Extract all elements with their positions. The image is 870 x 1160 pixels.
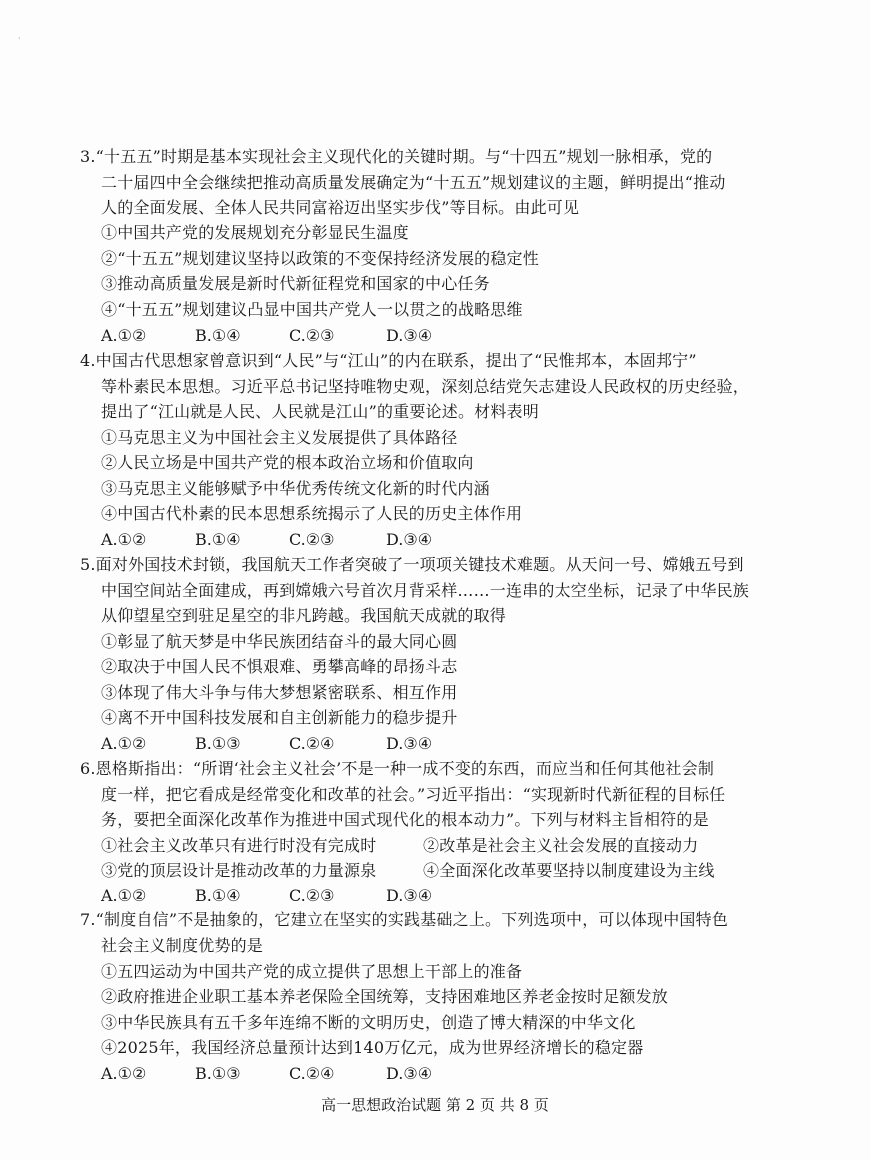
q3-stem-line-2: 二十届四中全会继续把推动高质量发展确定为“十五五”规划建议的主题，鲜明提出“推动 <box>101 173 726 192</box>
q4-stem-line-2: 等朴素民本思想。习近平总书记坚持唯物史观，深刻总结党矢志建设人民政权的历史经验， <box>101 377 750 396</box>
q3-choice-b: B.①④ <box>195 326 241 345</box>
q5-stem-line-1: 5.面对外国技术封锁，我国航天工作者突破了一项项关键技术难题。从天问一号、嫦娥五号到 <box>80 555 744 574</box>
q4-item-2: ②人民立场是中国共产党的根本政治立场和价值取向 <box>101 453 474 472</box>
q4-choice-b: B.①④ <box>195 530 241 549</box>
scan-mark: · <box>18 34 21 43</box>
q7-stem-line-2: 社会主义制度优势的是 <box>101 936 264 955</box>
q7-choice-a: A.①② <box>101 1064 147 1083</box>
q6-item-1: ①社会主义改革只有进行时没有完成时 <box>101 836 377 855</box>
q3-choice-c: C.②③ <box>289 326 335 345</box>
q6-item-4: ④全面深化改革要坚持以制度建设为主线 <box>423 861 715 880</box>
q3-choice-a: A.①② <box>101 326 147 345</box>
q5-item-2: ②取决于中国人民不惧艰难、勇攀高峰的昂扬斗志 <box>101 657 458 676</box>
q5-item-4: ④离不开中国科技发展和自主创新能力的稳步提升 <box>101 708 458 727</box>
q3-item-3: ③推动高质量发展是新时代新征程党和国家的中心任务 <box>101 274 490 293</box>
q6-choice-b: B.①④ <box>195 886 241 905</box>
q6-choice-d: D.③④ <box>386 886 433 905</box>
q3-item-4: ④“十五五”规划建议凸显中国共产党人一以贯之的战略思维 <box>101 300 523 319</box>
q5-choice-a: A.①② <box>101 734 147 753</box>
q4-choice-d: D.③④ <box>386 530 433 549</box>
q4-item-1: ①马克思主义为中国社会主义发展提供了具体路径 <box>101 428 458 447</box>
q6-stem-line-3: 务，要把全面深化改革作为推进中国式现代化的根本动力”。下列与材料主旨相符的是 <box>101 810 709 829</box>
q7-item-1: ①五四运动为中国共产党的成立提供了思想上干部上的准备 <box>101 962 523 981</box>
q4-stem-line-3: 提出了“江山就是人民、人民就是江山”的重要论述。材料表明 <box>101 402 539 421</box>
q3-stem-line-1: 3.“十五五”时期是基本实现社会主义现代化的关键时期。与“十四五”规划一脉相承，党的 <box>80 147 713 166</box>
q5-choice-b: B.①③ <box>195 734 241 753</box>
q3-item-1: ①中国共产党的发展规划充分彰显民生温度 <box>101 223 409 242</box>
q5-stem-line-2: 中国空间站全面建成，再到嫦娥六号首次月背采样……一连串的太空坐标，记录了中华民族 <box>101 581 750 600</box>
q5-item-3: ③体现了伟大斗争与伟大梦想紧密联系、相互作用 <box>101 683 458 702</box>
q7-item-2: ②政府推进企业职工基本养老保险全国统筹，支持困难地区养老金按时足额发放 <box>101 987 669 1006</box>
q7-choice-c: C.②④ <box>289 1064 335 1083</box>
q6-stem-line-1: 6.恩格斯指出：“所谓‘社会主义社会’不是一种一成不变的东西，而应当和任何其他社会制 <box>80 759 715 778</box>
q3-choice-d: D.③④ <box>386 326 433 345</box>
q7-item-3: ③中华民族具有五千多年连绵不断的文明历史，创造了博大精深的中华文化 <box>101 1013 636 1032</box>
q6-item-2: ②改革是社会主义社会发展的直接动力 <box>423 836 699 855</box>
q7-choice-d: D.③④ <box>386 1064 433 1083</box>
q5-choice-d: D.③④ <box>386 734 433 753</box>
q5-stem-line-3: 从仰望星空到驻足星空的非凡跨越。我国航天成就的取得 <box>101 606 507 625</box>
q4-item-4: ④中国古代朴素的民本思想系统揭示了人民的历史主体作用 <box>101 504 523 523</box>
q7-stem-line-1: 7.“制度自信”不是抽象的，它建立在坚实的实践基础之上。下列选项中，可以体现中国特色 <box>80 910 729 929</box>
q5-item-1: ①彰显了航天梦是中华民族团结奋斗的最大同心圆 <box>101 632 458 651</box>
q6-stem-line-2: 度一样，把它看成是经常变化和改革的社会。”习近平指出：“实现新时代新征程的目标任 <box>101 785 726 804</box>
page-footer: 高一思想政治试题 第 2 页 共 8 页 <box>321 1096 549 1114</box>
q7-item-4: ④2025年，我国经济总量预计达到140万亿元，成为世界经济增长的稳定器 <box>101 1038 644 1057</box>
q3-stem-line-3: 人的全面发展、全体人民共同富裕迈出坚实步伐”等目标。由此可见 <box>101 198 580 217</box>
q6-choice-a: A.①② <box>101 886 147 905</box>
q4-choice-a: A.①② <box>101 530 147 549</box>
q6-item-3: ③党的顶层设计是推动改革的力量源泉 <box>101 861 377 880</box>
q4-choice-c: C.②③ <box>289 530 335 549</box>
q3-item-2: ②“十五五”规划建议坚持以政策的不变保持经济发展的稳定性 <box>101 249 539 268</box>
q7-choice-b: B.①③ <box>195 1064 241 1083</box>
q5-choice-c: C.②④ <box>289 734 335 753</box>
q4-stem-line-1: 4.中国古代思想家曾意识到“人民”与“江山”的内在联系，提出了“民惟邦本，本固邦宁” <box>80 351 697 370</box>
q4-item-3: ③马克思主义能够赋予中华优秀传统文化新的时代内涵 <box>101 479 490 498</box>
q6-choice-c: C.②③ <box>289 886 335 905</box>
